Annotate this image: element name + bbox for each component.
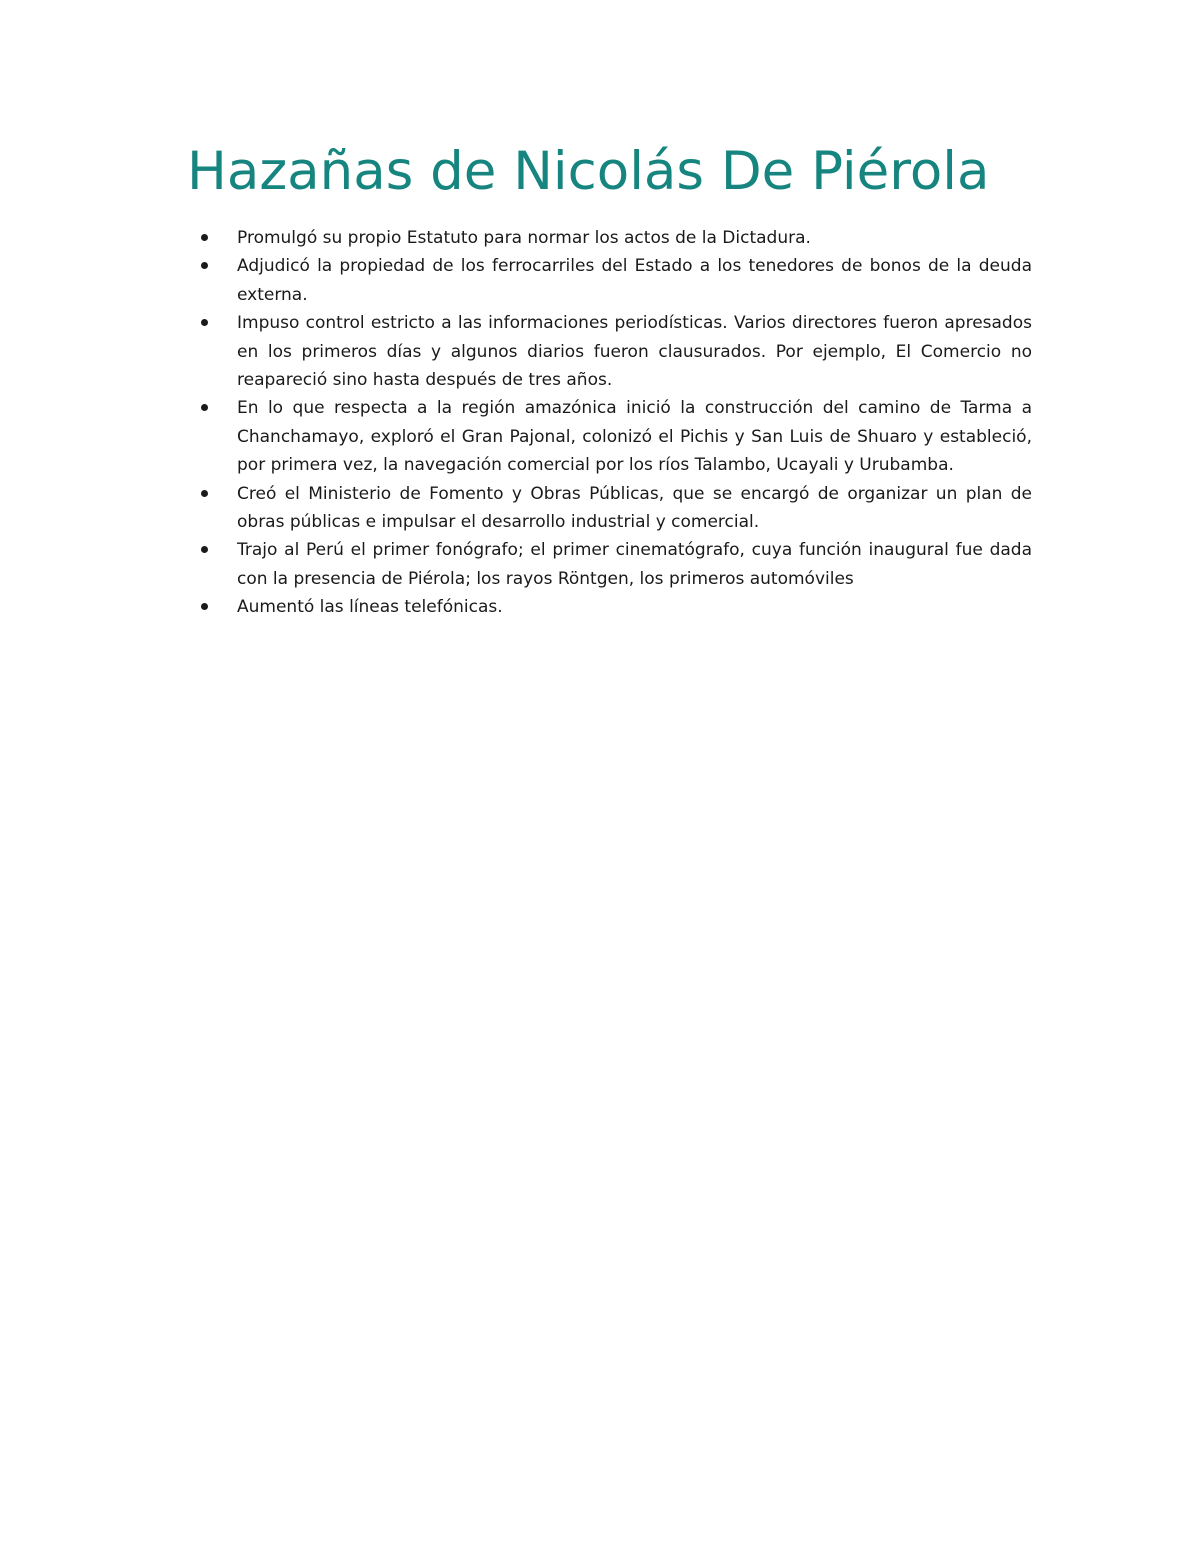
list-item xyxy=(199,394,1032,479)
list-item xyxy=(199,480,1032,537)
list-item-text: Promulgó su propio Estatuto para normar los actos de la Dictadura. xyxy=(237,228,811,248)
list-item-text: Adjudicó la propiedad de los ferrocarriles del Estado a los tenedores de bonos de la deuda externa. xyxy=(237,256,1032,305)
list-item xyxy=(199,252,1032,309)
list-item-text: En lo que respecta a la región amazónica inició la construcción del camino de Tarma a Chanchamayo, exploró el Gran Pajonal, colonizó el Pichis y San Luis de Shuaro y estableció, por primera vez, la navegación comercial por los ríos Talambo, Ucayali y Urubamba. xyxy=(237,398,1032,476)
bullet-icon xyxy=(201,234,208,241)
bullet-icon xyxy=(201,490,208,497)
bullet-icon xyxy=(201,603,208,610)
bullet-list xyxy=(199,224,1032,622)
list-item xyxy=(199,309,1032,394)
bullet-icon xyxy=(201,262,208,269)
list-item-text: Creó el Ministerio de Fomento y Obras Públicas, que se encargó de organizar un plan de obras públicas e impulsar el desarrollo industrial y comercial. xyxy=(237,483,1032,533)
list-item-text: Aumentó las líneas telefónicas. xyxy=(237,597,503,618)
list-item xyxy=(199,536,1032,593)
bullet-icon xyxy=(201,319,208,326)
list-item xyxy=(199,224,1032,252)
bullet-icon xyxy=(201,404,208,411)
list-item-text: Trajo al Perú el primer fonógrafo; el primer cinematógrafo, cuya función inaugural fue dada con la presencia de Piérola; los rayos Röntgen, los primeros automóviles xyxy=(237,540,1032,589)
document-title: Hazañas de Nicolás De Piérola xyxy=(187,141,990,202)
list-item xyxy=(199,593,1032,621)
bullet-icon xyxy=(201,546,208,553)
list-item-text: Impuso control estricto a las informaciones periodísticas. Varios directores fueron apresados en los primeros días y algunos diarios fueron clausurados. Por ejemplo, El Comercio no reapareció sino hasta después de tres años. xyxy=(237,313,1032,391)
